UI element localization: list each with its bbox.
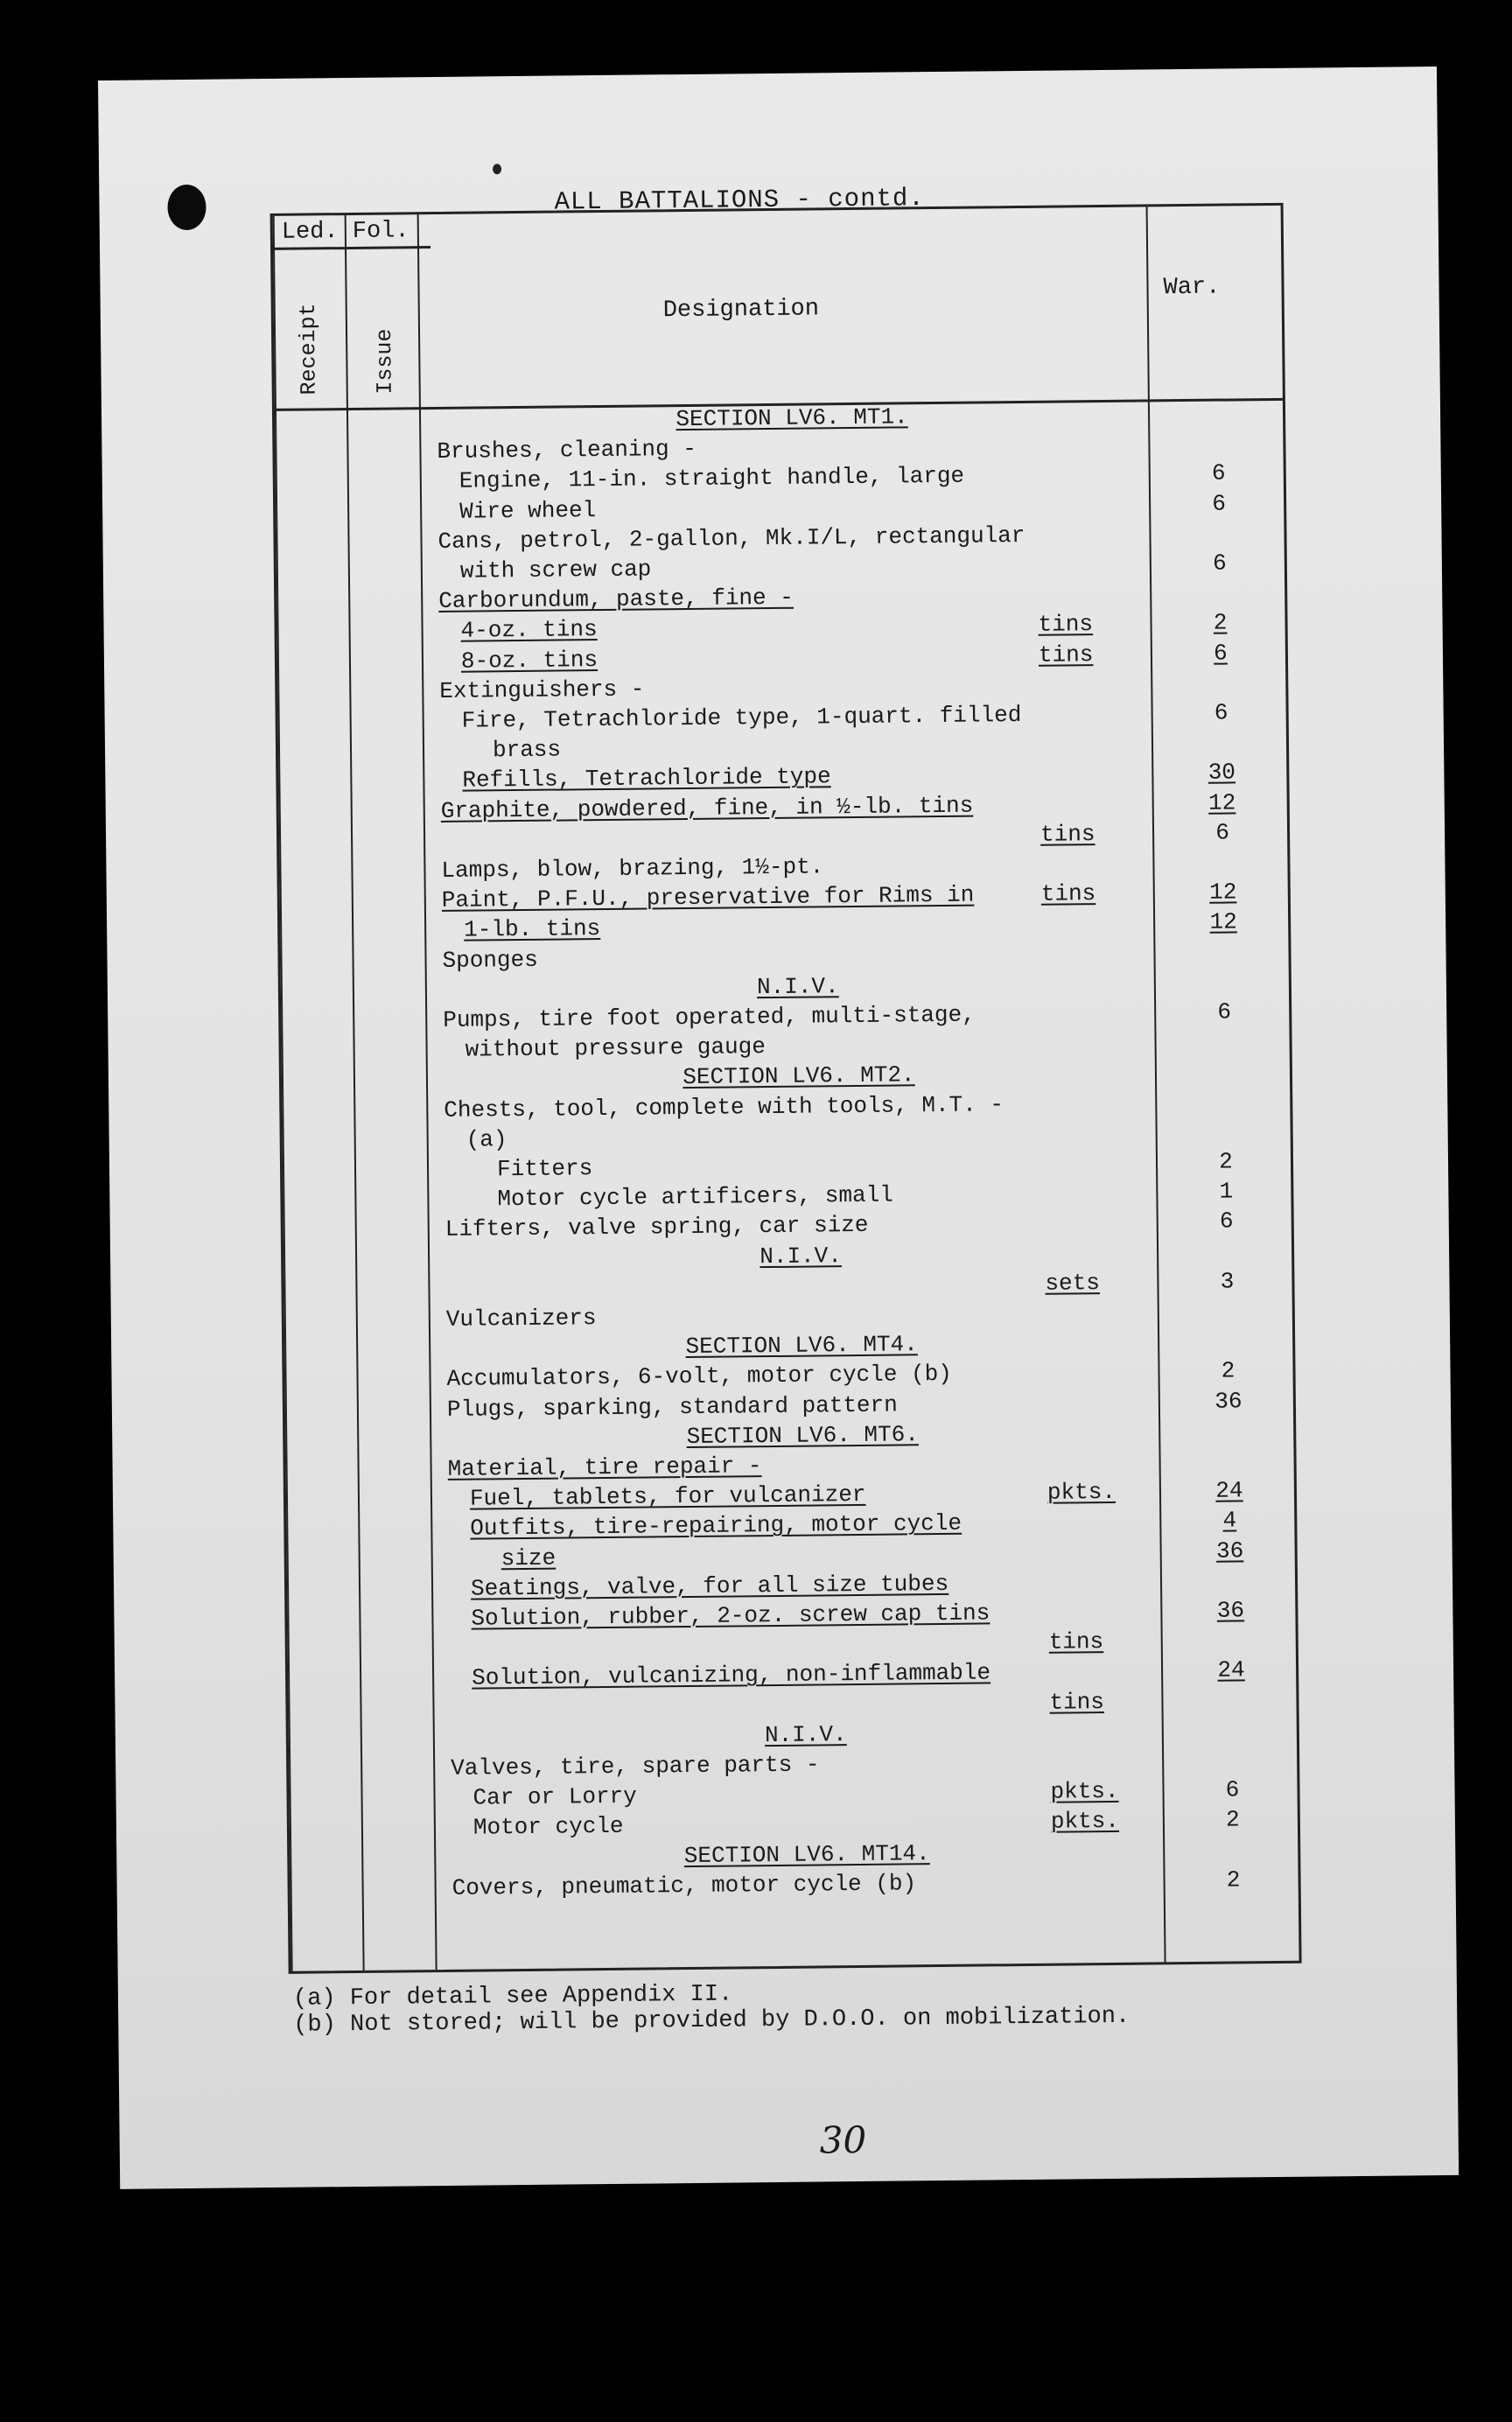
item-war-quantity: 6 bbox=[1225, 1776, 1240, 1803]
item-designation: Brushes, cleaning - bbox=[437, 436, 697, 466]
item-war-quantity: 24 bbox=[1217, 1656, 1245, 1684]
item-designation: without pressure gauge bbox=[465, 1033, 766, 1063]
table-body bbox=[275, 400, 1283, 1901]
item-designation: Fitters bbox=[496, 1155, 593, 1183]
item-war-quantity: 6 bbox=[1211, 459, 1226, 487]
item-war-quantity: 3 bbox=[1220, 1268, 1235, 1295]
item-designation: 4-oz. tins bbox=[460, 616, 598, 645]
item-designation: Lamps, blow, brazing, 1½-pt. bbox=[441, 853, 824, 884]
item-designation: Graphite, powdered, fine, in ½-lb. tins bbox=[440, 792, 974, 824]
item-designation: Seatings, valve, for all size tubes bbox=[470, 1570, 949, 1602]
item-war-quantity: 36 bbox=[1215, 1536, 1244, 1564]
item-designation: Material, tire repair - bbox=[447, 1452, 762, 1482]
item-designation: Lifters, valve spring, car size bbox=[444, 1212, 869, 1243]
page-number: 30 bbox=[819, 2118, 867, 2162]
header-issue: Issue bbox=[371, 328, 398, 395]
header-designation: Designation bbox=[662, 296, 820, 325]
item-designation: Wire wheel bbox=[459, 496, 597, 525]
item-designation: Sponges bbox=[442, 946, 538, 974]
section-title: SECTION LV6. MT6. bbox=[686, 1421, 920, 1450]
item-unit: tins bbox=[1048, 1628, 1104, 1656]
item-war-quantity: 6 bbox=[1214, 699, 1228, 726]
item-war-quantity: 12 bbox=[1209, 878, 1237, 906]
item-unit: sets bbox=[1045, 1269, 1101, 1297]
item-unit: pkts. bbox=[1050, 1808, 1120, 1836]
item-designation: with screw cap bbox=[459, 556, 652, 584]
item-designation: Solution, vulcanizing, non-inflammable bbox=[471, 1659, 991, 1692]
item-designation: 8-oz. tins bbox=[460, 646, 598, 675]
item-designation: brass bbox=[492, 736, 562, 764]
item-unit: tins bbox=[1038, 640, 1094, 668]
item-designation: Engine, 11-in. straight handle, large bbox=[458, 463, 965, 495]
header-receipt: Receipt bbox=[295, 303, 322, 396]
item-war-quantity: 4 bbox=[1222, 1507, 1237, 1535]
footnote-a: (a) For detail see Appendix II. bbox=[292, 1981, 733, 2012]
item-war-quantity: 2 bbox=[1221, 1357, 1236, 1385]
item-unit: pkts. bbox=[1046, 1479, 1116, 1506]
item-designation: Pumps, tire foot operated, multi-stage, bbox=[443, 1001, 976, 1033]
item-designation: Paint, P.F.U., preservative for Rims in bbox=[441, 881, 975, 914]
section-title: N.I.V. bbox=[756, 972, 839, 1000]
item-war-quantity: 6 bbox=[1212, 490, 1227, 517]
item-war-quantity: 12 bbox=[1209, 908, 1237, 936]
item-unit: tins bbox=[1040, 880, 1096, 907]
item-designation: Chests, tool, complete with tools, M.T. - bbox=[444, 1090, 1004, 1124]
item-war-quantity: 36 bbox=[1214, 1387, 1242, 1415]
document-page bbox=[98, 66, 1459, 2189]
item-designation: Refills, Tetrachloride type bbox=[462, 763, 831, 794]
section-title: N.I.V. bbox=[764, 1720, 847, 1748]
item-designation: Valves, tire, spare parts - bbox=[451, 1751, 820, 1782]
item-designation: Accumulators, 6-volt, motor cycle (b) bbox=[446, 1361, 952, 1393]
item-unit: pkts. bbox=[1050, 1778, 1119, 1805]
item-war-quantity: 36 bbox=[1216, 1597, 1245, 1624]
ink-dot bbox=[493, 164, 501, 174]
item-designation: Fire, Tetrachloride type, 1-quart. filled bbox=[461, 701, 1022, 734]
item-designation: Fuel, tablets, for vulcanizer bbox=[469, 1481, 866, 1512]
item-war-quantity: 2 bbox=[1219, 1148, 1233, 1175]
section-title: SECTION LV6. MT14. bbox=[683, 1839, 930, 1869]
item-war-quantity: 12 bbox=[1208, 789, 1236, 816]
section-title: SECTION LV6. MT2. bbox=[682, 1061, 915, 1091]
section-title: SECTION LV6. MT4. bbox=[685, 1331, 918, 1361]
punch-hole bbox=[167, 185, 206, 230]
item-war-quantity: 2 bbox=[1213, 609, 1228, 637]
header-war: War. bbox=[1163, 274, 1221, 302]
section-title: SECTION LV6. MT1. bbox=[676, 403, 908, 433]
item-designation: Motor cycle bbox=[472, 1813, 624, 1842]
item-designation: Car or Lorry bbox=[472, 1782, 637, 1811]
item-unit: tins bbox=[1038, 611, 1094, 639]
item-unit: tins bbox=[1040, 820, 1096, 848]
item-war-quantity: 6 bbox=[1213, 640, 1228, 667]
footnote-b: (b) Not stored; will be provided by D.O.O. on mobilization. bbox=[293, 2003, 1130, 2039]
item-war-quantity: 6 bbox=[1219, 1208, 1234, 1236]
item-designation: 1-lb. tins bbox=[464, 915, 601, 944]
item-designation: Vulcanizers bbox=[445, 1305, 597, 1333]
item-war-quantity: 6 bbox=[1217, 998, 1232, 1026]
item-designation: Carborundum, paste, fine - bbox=[438, 584, 794, 615]
item-designation: Motor cycle artificers, small bbox=[497, 1181, 894, 1213]
item-designation: Extinguishers - bbox=[439, 676, 645, 704]
item-war-quantity: 2 bbox=[1226, 1866, 1241, 1894]
item-designation: (a) bbox=[466, 1125, 508, 1153]
inventory-table bbox=[270, 203, 1302, 1974]
item-designation: size bbox=[500, 1544, 556, 1572]
item-designation: Plugs, sparking, standard pattern bbox=[446, 1391, 898, 1423]
section-title: N.I.V. bbox=[760, 1242, 843, 1270]
item-war-quantity: 6 bbox=[1215, 819, 1230, 846]
item-war-quantity: 30 bbox=[1208, 759, 1236, 787]
table-row bbox=[290, 1866, 1298, 1903]
item-war-quantity: 1 bbox=[1219, 1178, 1234, 1205]
item-designation: Solution, rubber, 2-oz. screw cap tins bbox=[471, 1600, 990, 1632]
item-war-quantity: 2 bbox=[1225, 1806, 1240, 1833]
item-designation: Outfits, tire-repairing, motor cycle bbox=[470, 1510, 962, 1543]
item-designation: Covers, pneumatic, motor cycle (b) bbox=[452, 1870, 917, 1901]
item-designation: Cans, petrol, 2-gallon, Mk.I/L, rectangular bbox=[438, 522, 1026, 555]
page-title: ALL BATTALIONS - contd. bbox=[554, 184, 925, 217]
header-led-fol: Led. Fol. bbox=[281, 218, 410, 246]
item-unit: tins bbox=[1049, 1688, 1105, 1716]
item-war-quantity: 24 bbox=[1215, 1477, 1243, 1504]
item-war-quantity: 6 bbox=[1212, 550, 1227, 577]
